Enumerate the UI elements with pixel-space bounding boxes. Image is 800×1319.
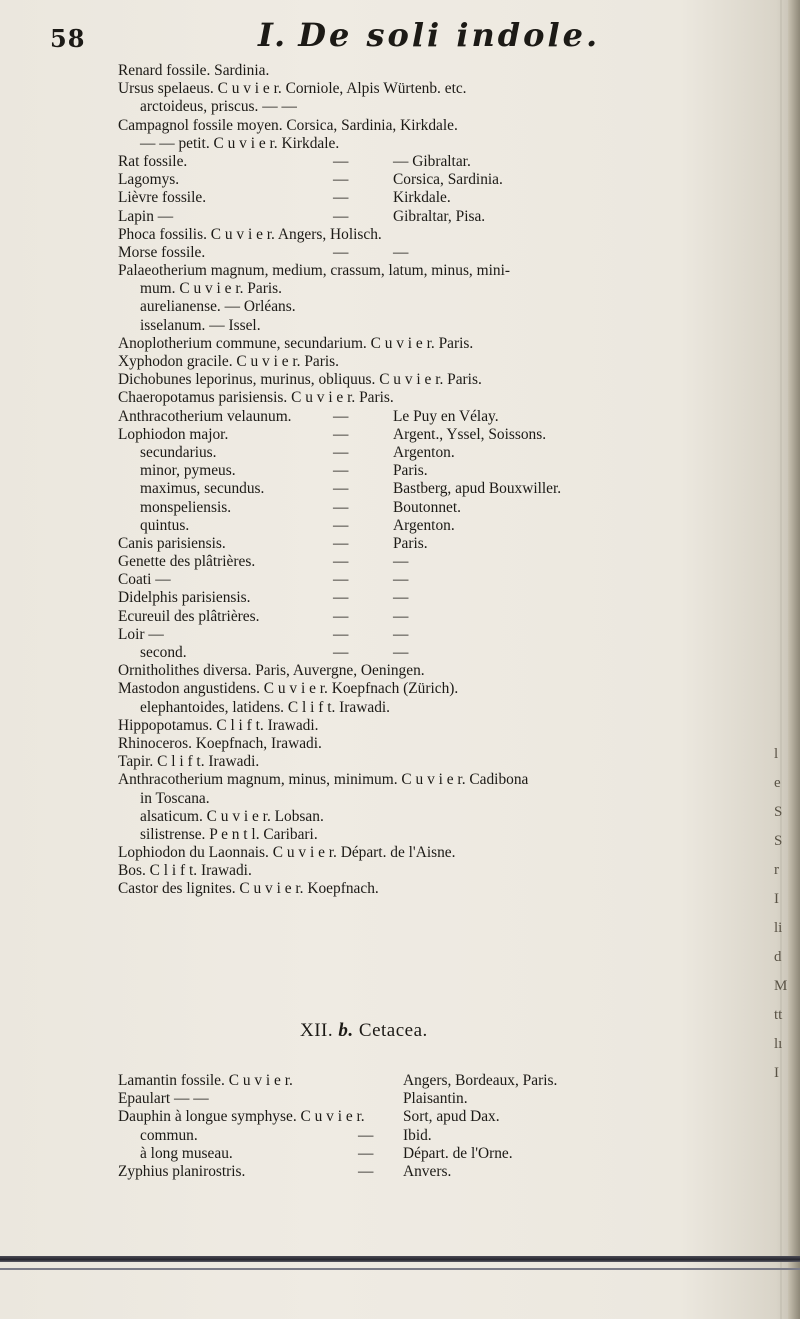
margin-bleed-marks [774, 740, 796, 1088]
entry-ditto: — [333, 589, 349, 607]
entry-name: Anoplotherium commune, secundarium. C u v i e r. Paris. [118, 334, 474, 352]
entry-name: Didelphis parisiensis. [118, 589, 251, 607]
entry-line [118, 280, 778, 298]
entry-locality: Boutonnet. [393, 498, 461, 516]
entry-name: Ecureuil des plâtrières. [118, 607, 260, 625]
entry-name: Lagomys. [118, 171, 180, 189]
entry-line [118, 880, 778, 898]
margin-mark: d [774, 949, 782, 965]
entry-line [118, 1108, 778, 1126]
entry-line [118, 644, 778, 662]
margin-mark: e [774, 775, 781, 791]
entry-name: Rhinoceros. Koepfnach, Irawadi. [118, 734, 322, 752]
entry-locality: Sort, apud Dax. [403, 1108, 500, 1126]
entry-name: Coati — [118, 571, 171, 589]
entry-locality: — [393, 589, 409, 607]
entry-line [118, 371, 778, 389]
entry-locality: Angers, Bordeaux, Paris. [403, 1072, 558, 1089]
page-number: 58 [50, 24, 86, 53]
entry-line [118, 553, 778, 571]
entry-line [118, 844, 778, 862]
bottom-edge-band [0, 1256, 800, 1262]
margin-mark: M [774, 978, 788, 994]
entry-line [118, 62, 778, 80]
page-spine-line [780, 0, 782, 1319]
entry-ditto: — [333, 625, 349, 643]
entry-ditto: — [333, 243, 349, 261]
entry-name: quintus. [140, 516, 190, 534]
entry-line [118, 771, 778, 789]
entry-line [118, 680, 778, 698]
entry-line [118, 171, 778, 189]
entry-locality: — [393, 607, 409, 625]
entry-locality: — [393, 243, 409, 261]
entry-ditto: — [333, 425, 349, 443]
entry-line [118, 317, 778, 335]
entry-ditto: — [333, 407, 349, 425]
entry-name: Canis parisiensis. [118, 534, 226, 552]
page-spine-edge [788, 0, 800, 1319]
section-number: XII. [300, 1020, 334, 1041]
entry-name: Zyphius planirostris. [118, 1162, 246, 1180]
entry-locality: Argent., Yssel, Soissons. [393, 425, 547, 443]
entry-name: Xyphodon gracile. C u v i e r. Paris. [118, 353, 339, 370]
entry-ditto: — [333, 189, 349, 207]
margin-mark: I [774, 1065, 779, 1081]
entry-locality: Bastberg, apud Bouxwiller. [393, 480, 562, 498]
entry-name: mum. C u v i e r. Paris. [140, 280, 282, 298]
margin-mark: l [774, 746, 779, 762]
margin-mark: lı [774, 1036, 783, 1052]
entry-locality: Paris. [393, 534, 428, 552]
entry-locality: Ibid. [403, 1126, 432, 1144]
entry-name: arctoideus, priscus. — — [140, 98, 297, 116]
entry-line [118, 135, 778, 153]
entry-ditto: — [333, 498, 349, 516]
entry-ditto: — [333, 462, 349, 480]
entry-line [118, 662, 778, 680]
entry-name: Castor des lignites. C u v i e r. Koepfnach. [118, 880, 379, 898]
entry-name: Rat fossile. [118, 152, 188, 170]
entry-line [118, 226, 778, 244]
entry-name: Genette des plâtrières. [118, 553, 256, 571]
entry-name: Palaeotherium magnum, medium, crassum, latum, minus, mini- [118, 262, 510, 280]
entry-locality: Argenton. [393, 443, 455, 461]
entry-ditto: — [333, 480, 349, 498]
entry-ditto: — [333, 171, 349, 189]
entry-name: Renard fossile. Sardinia. [118, 62, 270, 79]
margin-mark: S [774, 804, 783, 820]
running-title-part-2: De soli indole. [298, 16, 601, 54]
entry-name: secundarius. [140, 443, 217, 461]
entry-ditto: — [358, 1162, 374, 1180]
entry-line [118, 717, 778, 735]
entry-line [118, 753, 778, 771]
entry-ditto: — [333, 207, 349, 225]
entry-line [118, 589, 778, 607]
entry-ditto: — [358, 1126, 374, 1144]
section-name: Cetacea. [358, 1020, 428, 1041]
entry-name: Loir — [118, 625, 164, 643]
entry-ditto: — [333, 644, 349, 661]
entry-line [118, 1090, 778, 1108]
entry-line [118, 208, 778, 226]
entry-line [118, 608, 778, 626]
entry-name: maximus, secundus. [140, 480, 265, 498]
entry-name: Dauphin à longue symphyse. C u v i e r. [118, 1108, 365, 1126]
entry-name: Mastodon angustidens. C u v i e r. Koepfnach (Zürich). [118, 680, 459, 698]
entry-line [118, 517, 778, 535]
entry-ditto: — [333, 516, 349, 534]
entry-line [118, 571, 778, 589]
entry-name: — — petit. C u v i e r. Kirkdale. [140, 134, 340, 152]
entry-locality: Le Puy en Vélay. [393, 407, 499, 425]
entry-name: silistrense. P e n t l. Caribari. [140, 825, 318, 843]
entry-name: Anthracotherium velaunum. [118, 407, 292, 425]
entry-name: Campagnol fossile moyen. Corsica, Sardinia, Kirkdale. [118, 116, 458, 134]
entry-line [118, 117, 778, 135]
fossil-list [118, 62, 778, 899]
entry-name: elephantoides, latidens. C l i f t. Irawadi. [140, 698, 391, 716]
entry-locality: Gibraltar, Pisa. [393, 207, 486, 225]
entry-ditto: — [333, 553, 349, 571]
entry-name: Lophiodon major. [118, 425, 229, 443]
margin-mark: li [774, 920, 783, 936]
bottom-edge-line [0, 1268, 800, 1270]
entry-name: Anthracotherium magnum, minus, minimum. C u v i e r. Cadibona [118, 771, 529, 789]
entry-line [118, 499, 778, 517]
entry-line [118, 353, 778, 371]
entry-name: second. [140, 644, 187, 661]
entry-locality: Plaisantin. [403, 1090, 468, 1108]
entry-name: alsaticum. C u v i e r. Lobsan. [140, 807, 324, 825]
margin-mark: I [774, 891, 779, 907]
entry-line [118, 1072, 778, 1090]
entry-line [118, 335, 778, 353]
entry-line [118, 699, 778, 717]
entry-line [118, 1145, 778, 1163]
entry-locality: — Gibraltar. [393, 152, 471, 170]
entry-locality: Corsica, Sardinia. [393, 171, 503, 189]
entry-ditto: — [333, 443, 349, 461]
entry-name: Tapir. C l i f t. Irawadi. [118, 753, 260, 771]
entry-name: Lophiodon du Laonnais. C u v i e r. Départ. de l'Aisne. [118, 844, 456, 862]
entry-line [118, 808, 778, 826]
entry-ditto: — [333, 607, 349, 625]
entry-line [118, 862, 778, 880]
entry-locality: Anvers. [403, 1162, 452, 1180]
running-title-part-1: I. [258, 16, 287, 54]
entry-locality: Paris. [393, 462, 428, 480]
entry-name: Ornitholithes diversa. Paris, Auvergne, Oeningen. [118, 662, 425, 680]
entry-name: Phoca fossilis. C u v i e r. Angers, Holisch. [118, 225, 382, 243]
entry-locality: Kirkdale. [393, 189, 451, 207]
margin-mark: S [774, 833, 783, 849]
running-title [258, 16, 600, 54]
entry-name: in Toscana. [140, 789, 210, 807]
entry-line [118, 244, 778, 262]
entry-line [118, 480, 778, 498]
entry-name: Ursus spelaeus. C u v i e r. Corniole, Alpis Würtenb. etc. [118, 80, 467, 98]
cetacea-list [118, 1072, 778, 1181]
entry-line [118, 735, 778, 753]
entry-locality: Départ. de l'Orne. [403, 1144, 513, 1162]
entry-line [118, 389, 778, 407]
entry-locality: — [393, 571, 409, 589]
section-heading [300, 1020, 428, 1042]
entry-locality: Argenton. [393, 516, 455, 534]
page-header [0, 14, 800, 58]
entry-name: aurelianense. — Orléans. [140, 298, 296, 316]
entry-name: Morse fossile. [118, 243, 206, 261]
entry-line [118, 1127, 778, 1145]
entry-name: Hippopotamus. C l i f t. Irawadi. [118, 716, 319, 734]
entry-name: Dichobunes leporinus, murinus, obliquus. C u v i e r. Paris. [118, 371, 482, 389]
entry-line [118, 426, 778, 444]
entry-name: Lapin — [118, 207, 174, 225]
entry-name: Lièvre fossile. [118, 189, 207, 207]
entry-locality: — [393, 644, 409, 661]
entry-name: Epaulart — — [118, 1090, 209, 1108]
entry-line [118, 535, 778, 553]
entry-ditto: — [358, 1144, 374, 1162]
entry-ditto: — [333, 571, 349, 589]
entry-name: isselanum. — Issel. [140, 316, 261, 334]
entry-line [118, 408, 778, 426]
entry-line [118, 790, 778, 808]
margin-mark: tt [774, 1007, 783, 1023]
entry-name: minor, pymeus. [140, 462, 236, 480]
entry-line [118, 462, 778, 480]
entry-name: à long museau. [140, 1144, 233, 1162]
entry-name: commun. [140, 1126, 198, 1144]
entry-line [118, 262, 778, 280]
margin-mark: r [774, 862, 779, 878]
entry-line [118, 189, 778, 207]
entry-locality: — [393, 625, 409, 643]
entry-ditto: — [333, 152, 349, 170]
section-letter: b. [338, 1020, 354, 1041]
entry-line [118, 1163, 778, 1181]
entry-line [118, 98, 778, 116]
entry-name: Chaeropotamus parisiensis. C u v i e r. Paris. [118, 389, 394, 407]
entry-name: Lamantin fossile. C u v i e r. [118, 1072, 293, 1089]
entry-line [118, 444, 778, 462]
entry-line [118, 153, 778, 171]
entry-locality: — [393, 553, 409, 571]
entry-name: monspeliensis. [140, 498, 232, 516]
entry-name: Bos. C l i f t. Irawadi. [118, 862, 252, 880]
entry-ditto: — [333, 534, 349, 552]
entry-line [118, 626, 778, 644]
entry-line [118, 298, 778, 316]
entry-line [118, 80, 778, 98]
entry-line [118, 826, 778, 844]
